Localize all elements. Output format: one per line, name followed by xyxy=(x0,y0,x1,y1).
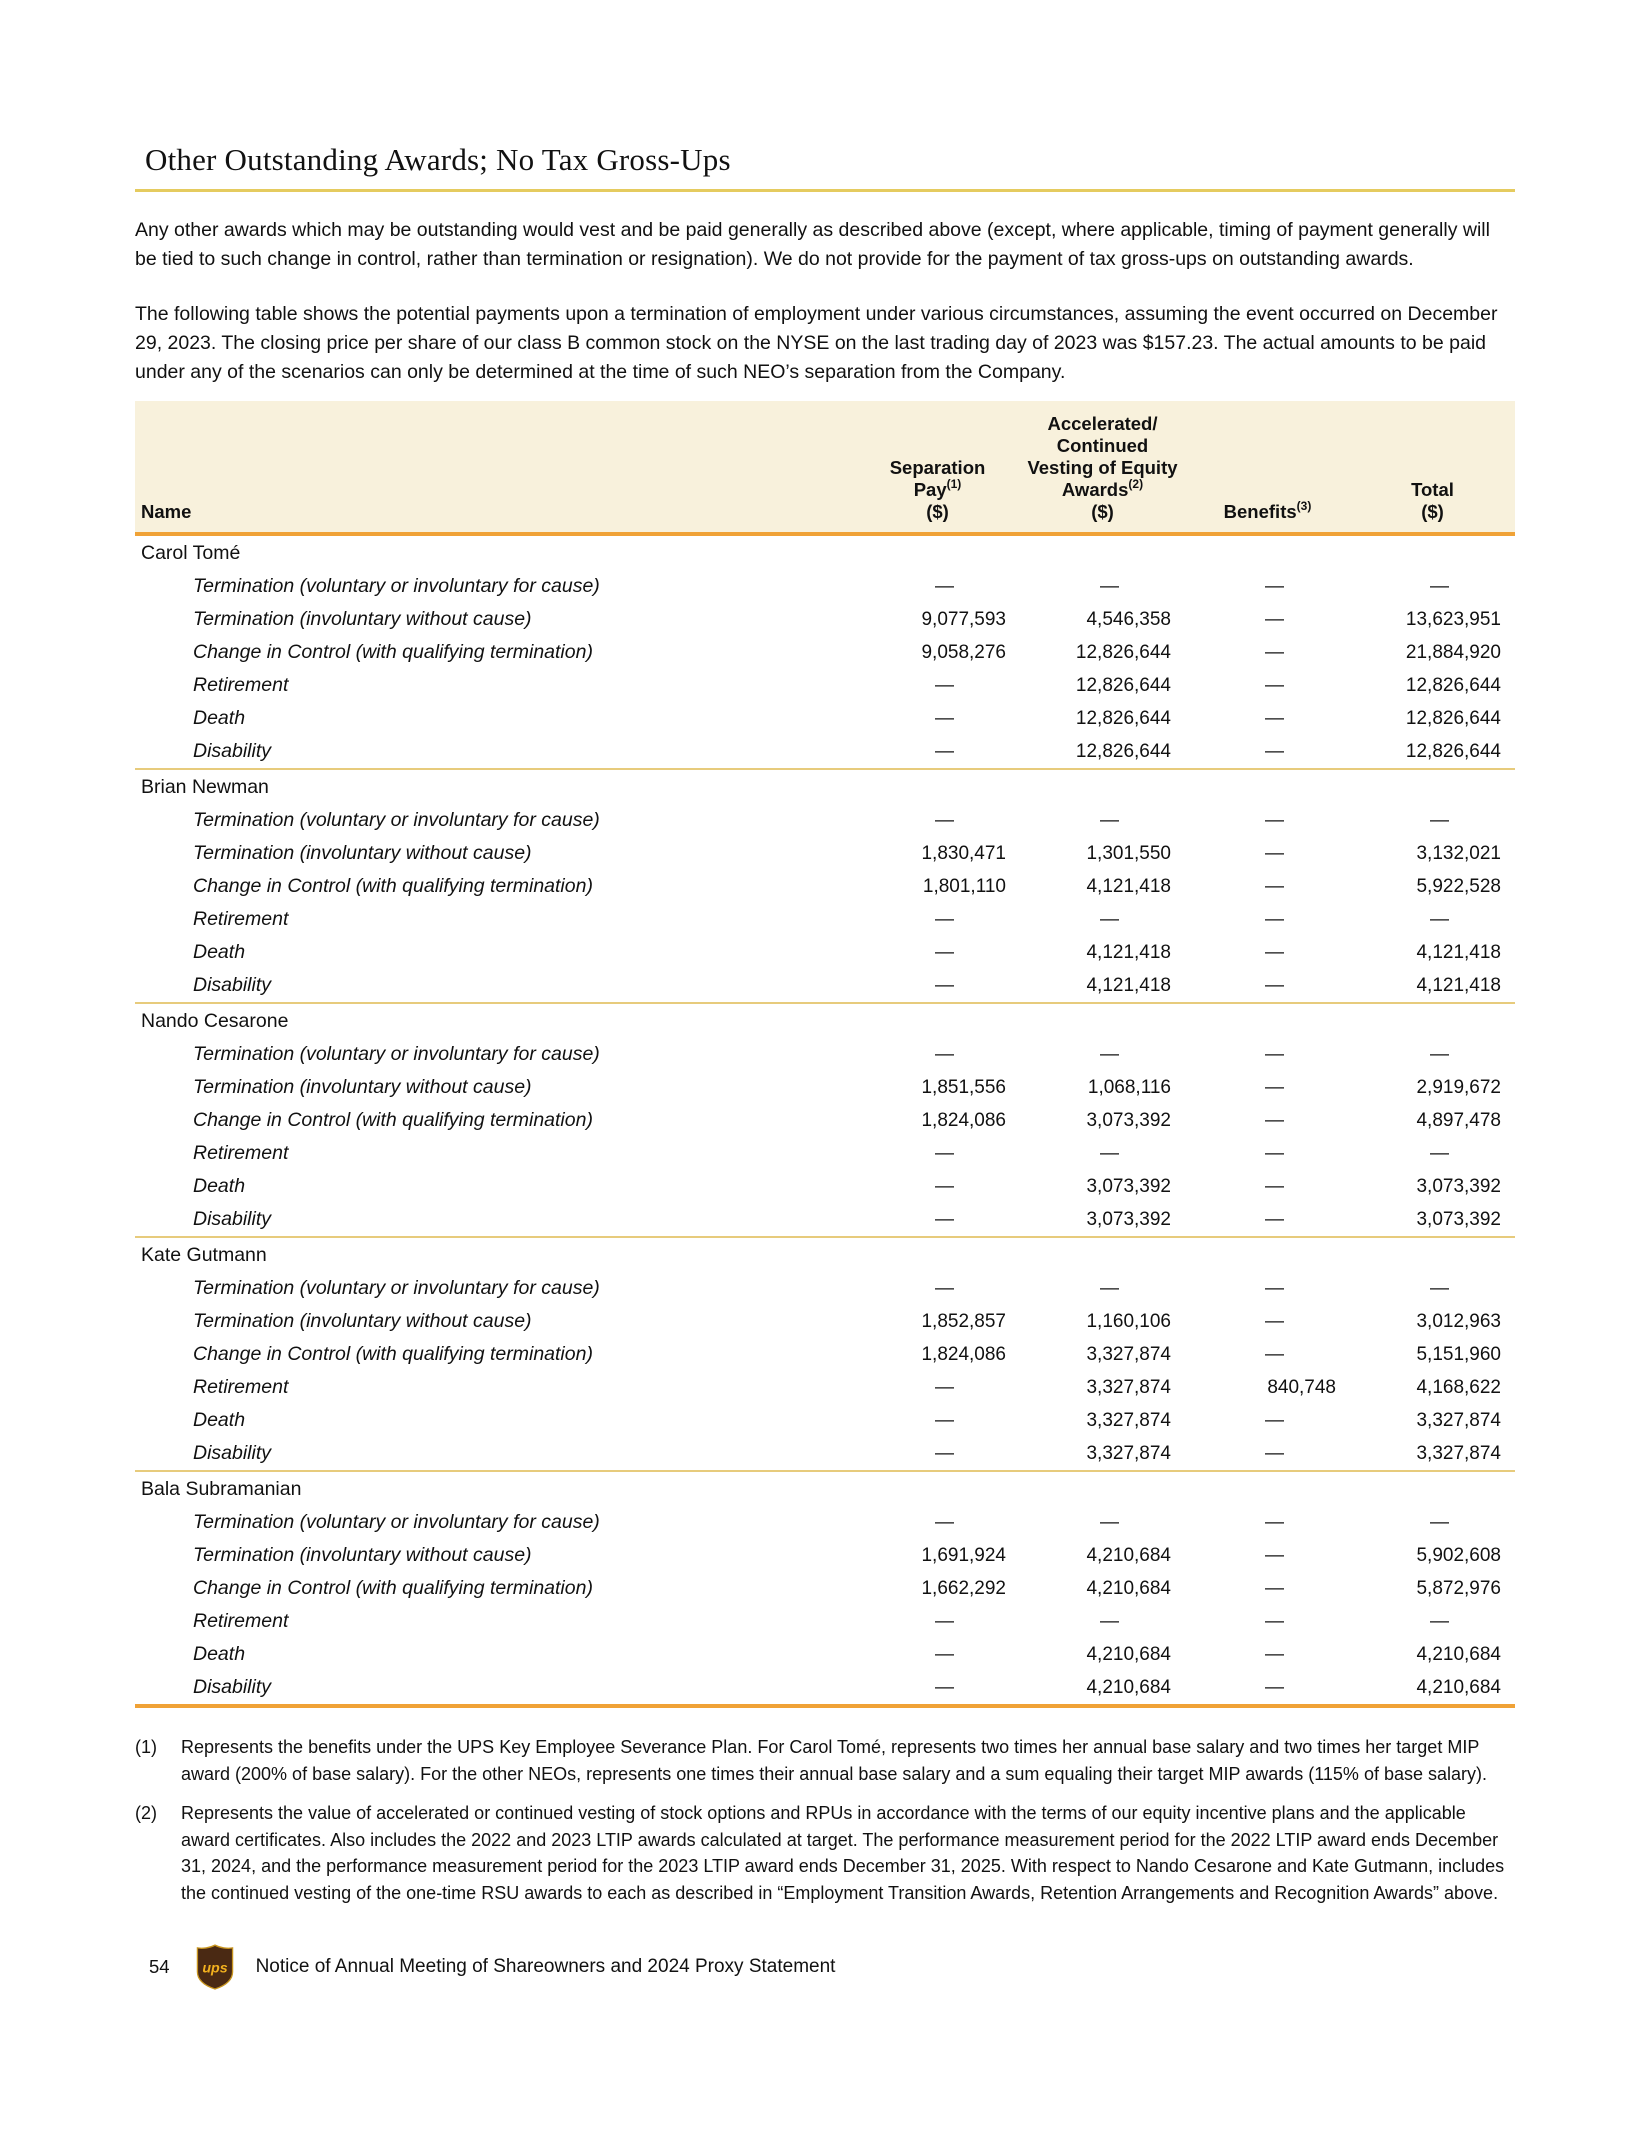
scenario-label: Termination (voluntary or involuntary for cause) xyxy=(193,809,600,831)
value-cell: — xyxy=(1100,575,1119,597)
value-cell: 3,327,874 xyxy=(1086,1376,1171,1398)
value-cell: — xyxy=(1265,641,1284,663)
scenario-row xyxy=(135,1203,1515,1236)
value-cell: — xyxy=(935,1643,954,1665)
scenario-label: Disability xyxy=(193,1442,272,1464)
value-cell: — xyxy=(1430,1142,1449,1164)
scenario-label: Termination (involuntary without cause) xyxy=(193,608,532,630)
value-cell: 3,073,392 xyxy=(1416,1175,1501,1197)
scenario-row xyxy=(135,1506,1515,1539)
scenario-row xyxy=(135,1071,1515,1104)
value-cell: 4,121,418 xyxy=(1086,875,1171,897)
value-cell: — xyxy=(1430,1610,1449,1632)
value-cell: — xyxy=(1265,1442,1284,1464)
neo-name-row xyxy=(135,1238,1515,1272)
scenario-label: Change in Control (with qualifying termination) xyxy=(193,1109,593,1131)
value-cell: — xyxy=(1265,1577,1284,1599)
value-cell: — xyxy=(1265,1610,1284,1632)
scenario-label: Death xyxy=(193,941,246,963)
value-cell: 1,691,924 xyxy=(921,1544,1006,1566)
column-header-total xyxy=(1350,479,1515,523)
ups-logo-icon xyxy=(196,1944,234,1990)
value-cell: — xyxy=(1430,1043,1449,1065)
footnote-text: Represents the value of accelerated or continued vesting of stock options and RPUs in accordance with the terms of our equity incentive plans and the applicable award certificates. Also includes the 2022 and 2023 LTIP awards calculated at target. The performance measurement period for the 2022 LTIP award ends December 31, 2024, and the performance measurement period for the 2023 LTIP award ends December 31, 2025. With respect to Nando Cesarone and Kate Gutmann, includes the continued vesting of the one-time RSU awards to each as described in “Employment Transition Awards, Retention Arrangements and Recognition Awards” above. xyxy=(181,1803,1505,1903)
value-cell: 4,897,478 xyxy=(1416,1109,1501,1131)
value-cell: 4,121,418 xyxy=(1086,941,1171,963)
scenario-row xyxy=(135,969,1515,1002)
value-cell: 1,851,556 xyxy=(921,1076,1006,1098)
scenario-label: Disability xyxy=(193,740,272,762)
footnote-text: Represents the benefits under the UPS Key Employee Severance Plan. For Carol Tomé, represents two times her annual base salary and two times her target MIP award (200% of base salary). For the other NEOs, represents one times their annual base salary and a sum equaling their target MIP awards (115% of base salary). xyxy=(181,1737,1487,1784)
intro-paragraph-1: Any other awards which may be outstanding would vest and be paid generally as described above (except, where applicable, timing of payment generally will be tied to such change in control, rather than termination or resignation). We do not provide for the payment of tax gross-ups on outstanding awards. xyxy=(135,219,1490,270)
table-header-row xyxy=(135,401,1515,536)
value-cell: — xyxy=(935,941,954,963)
value-cell: 9,077,593 xyxy=(921,608,1006,630)
page-title: Other Outstanding Awards; No Tax Gross-Ups xyxy=(145,142,731,177)
column-header-benefits xyxy=(1185,498,1350,523)
scenario-row xyxy=(135,1305,1515,1338)
scenario-label: Termination (involuntary without cause) xyxy=(193,1076,532,1098)
value-cell: — xyxy=(1265,1076,1284,1098)
page-footer xyxy=(149,1944,1515,1990)
value-cell: — xyxy=(1265,1544,1284,1566)
value-cell: 4,210,684 xyxy=(1416,1676,1501,1698)
footer-text: Notice of Annual Meeting of Shareowners and 2024 Proxy Statement xyxy=(255,1956,836,1977)
value-cell: — xyxy=(1265,1175,1284,1197)
footnote-ref-3: (3) xyxy=(1296,498,1312,513)
value-cell: 4,121,418 xyxy=(1416,941,1501,963)
value-cell: 5,902,608 xyxy=(1416,1544,1501,1566)
value-cell: — xyxy=(1265,1142,1284,1164)
value-cell: — xyxy=(1100,1043,1119,1065)
footnote xyxy=(135,1734,1515,1787)
scenario-row xyxy=(135,669,1515,702)
value-cell: — xyxy=(1265,875,1284,897)
value-cell: — xyxy=(1100,908,1119,930)
value-cell: 3,073,392 xyxy=(1086,1208,1171,1230)
value-cell: 5,151,960 xyxy=(1416,1343,1501,1365)
scenario-label: Termination (voluntary or involuntary for cause) xyxy=(193,575,600,597)
value-cell: 3,327,874 xyxy=(1416,1409,1501,1431)
scenario-label: Termination (voluntary or involuntary for cause) xyxy=(193,1511,600,1533)
value-cell: 4,121,418 xyxy=(1416,974,1501,996)
value-cell: 1,160,106 xyxy=(1086,1310,1171,1332)
value-cell: 4,210,684 xyxy=(1416,1643,1501,1665)
scenario-row xyxy=(135,1272,1515,1305)
value-cell: — xyxy=(935,1409,954,1431)
scenario-row xyxy=(135,1404,1515,1437)
neo-section xyxy=(135,1238,1515,1472)
scenario-row xyxy=(135,570,1515,603)
footnote-ref-2: (2) xyxy=(1128,476,1144,491)
title-underline xyxy=(135,189,1515,192)
scenario-row xyxy=(135,735,1515,768)
value-cell: — xyxy=(1100,1277,1119,1299)
scenario-label: Death xyxy=(193,1643,246,1665)
neo-name: Kate Gutmann xyxy=(141,1243,267,1266)
value-cell: — xyxy=(1265,1109,1284,1131)
header-unit: ($) xyxy=(1421,501,1444,522)
value-cell: 1,068,116 xyxy=(1087,1076,1171,1098)
header-line-text: Benefits xyxy=(1223,501,1297,522)
value-cell: — xyxy=(935,1676,954,1698)
value-cell: — xyxy=(1100,809,1119,831)
header-line-text: Awards xyxy=(1061,479,1129,500)
value-cell: — xyxy=(935,1511,954,1533)
neo-name-row xyxy=(135,1472,1515,1506)
footnote-marker: (1) xyxy=(135,1737,157,1757)
scenario-label: Retirement xyxy=(193,674,289,696)
scenario-label: Death xyxy=(193,707,246,729)
scenario-row xyxy=(135,702,1515,735)
value-cell: — xyxy=(935,1043,954,1065)
value-cell: 12,826,644 xyxy=(1405,674,1501,696)
value-cell: — xyxy=(935,575,954,597)
value-cell: — xyxy=(1265,1310,1284,1332)
scenario-label: Disability xyxy=(193,1208,272,1230)
value-cell: — xyxy=(1265,575,1284,597)
value-cell: 3,012,963 xyxy=(1416,1310,1501,1332)
scenario-label: Termination (voluntary or involuntary for cause) xyxy=(193,1043,600,1065)
value-cell: — xyxy=(1265,941,1284,963)
value-cell: 5,922,528 xyxy=(1416,875,1501,897)
value-cell: — xyxy=(1100,1610,1119,1632)
value-cell: 1,824,086 xyxy=(921,1109,1006,1131)
value-cell: 1,662,292 xyxy=(921,1577,1006,1599)
neo-section xyxy=(135,1472,1515,1708)
value-cell: 12,826,644 xyxy=(1075,674,1171,696)
footnote-marker: (2) xyxy=(135,1803,157,1823)
scenario-row xyxy=(135,1539,1515,1572)
value-cell: — xyxy=(1430,1511,1449,1533)
scenario-label: Disability xyxy=(193,974,272,996)
page-content xyxy=(135,0,1515,1990)
value-cell: — xyxy=(935,974,954,996)
scenario-row xyxy=(135,870,1515,903)
value-cell: 2,919,672 xyxy=(1416,1076,1501,1098)
value-cell: 12,826,644 xyxy=(1075,641,1171,663)
value-cell: 5,872,976 xyxy=(1416,1577,1501,1599)
footnote-ref-1: (1) xyxy=(946,476,962,491)
scenario-row xyxy=(135,903,1515,936)
value-cell: 12,826,644 xyxy=(1075,740,1171,762)
value-cell: — xyxy=(1265,809,1284,831)
value-cell: — xyxy=(1265,1511,1284,1533)
value-cell: — xyxy=(935,809,954,831)
value-cell: 4,210,684 xyxy=(1086,1676,1171,1698)
value-cell: — xyxy=(1430,1277,1449,1299)
value-cell: — xyxy=(935,1277,954,1299)
header-line xyxy=(913,476,962,501)
value-cell: — xyxy=(935,908,954,930)
value-cell: 3,132,021 xyxy=(1416,842,1501,864)
column-header-separation-pay xyxy=(855,457,1020,523)
value-cell: — xyxy=(1265,740,1284,762)
scenario-row xyxy=(135,1137,1515,1170)
intro-paragraph-2: The following table shows the potential payments upon a termination of employment under various circumstances, assuming the event occurred on December 29, 2023. The closing price per share of our class B common stock on the NYSE on the last trading day of 2023 was $157.23. The actual amounts to be paid under any of the scenarios can only be determined at the time of such NEO’s separation from the Company. xyxy=(135,303,1498,383)
value-cell: 4,210,684 xyxy=(1086,1577,1171,1599)
value-cell: 4,546,358 xyxy=(1086,608,1171,630)
value-cell: 3,327,874 xyxy=(1086,1343,1171,1365)
value-cell: 1,830,471 xyxy=(921,842,1006,864)
value-cell: — xyxy=(935,740,954,762)
value-cell: 4,121,418 xyxy=(1086,974,1171,996)
scenario-row xyxy=(135,1170,1515,1203)
scenario-row xyxy=(135,603,1515,636)
scenario-row xyxy=(135,1038,1515,1071)
header-unit: ($) xyxy=(1091,501,1114,522)
value-cell: — xyxy=(935,1442,954,1464)
value-cell: 12,826,644 xyxy=(1075,707,1171,729)
column-header-name: Name xyxy=(141,501,192,522)
scenario-label: Retirement xyxy=(193,1376,289,1398)
header-line: Accelerated/ xyxy=(1047,413,1158,434)
value-cell: 1,824,086 xyxy=(921,1343,1006,1365)
value-cell: — xyxy=(1430,575,1449,597)
value-cell: 21,884,920 xyxy=(1405,641,1501,663)
scenario-row xyxy=(135,837,1515,870)
value-cell: — xyxy=(1430,809,1449,831)
value-cell: — xyxy=(1265,1643,1284,1665)
header-line xyxy=(1061,476,1144,501)
value-cell: 4,168,622 xyxy=(1416,1376,1501,1398)
value-cell: 1,801,110 xyxy=(922,875,1006,897)
footnote xyxy=(135,1800,1515,1906)
neo-section xyxy=(135,1004,1515,1238)
potential-payments-table xyxy=(135,401,1515,1708)
value-cell: 3,327,874 xyxy=(1086,1442,1171,1464)
value-cell: — xyxy=(1265,1343,1284,1365)
value-cell: 4,210,684 xyxy=(1086,1643,1171,1665)
value-cell: 3,073,392 xyxy=(1086,1175,1171,1197)
scenario-label: Change in Control (with qualifying termination) xyxy=(193,875,593,897)
column-header-equity-awards xyxy=(1020,413,1185,523)
scenario-row xyxy=(135,1671,1515,1704)
scenario-label: Retirement xyxy=(193,908,289,930)
value-cell: — xyxy=(1265,674,1284,696)
page-number: 54 xyxy=(149,1956,170,1977)
value-cell: 9,058,276 xyxy=(921,641,1006,663)
scenario-row xyxy=(135,1605,1515,1638)
value-cell: 1,852,857 xyxy=(921,1310,1006,1332)
scenario-row xyxy=(135,804,1515,837)
neo-name-row xyxy=(135,770,1515,804)
scenario-label: Termination (voluntary or involuntary for cause) xyxy=(193,1277,600,1299)
value-cell: — xyxy=(935,1142,954,1164)
value-cell: — xyxy=(935,707,954,729)
value-cell: — xyxy=(935,1610,954,1632)
value-cell: — xyxy=(935,1376,954,1398)
value-cell: 12,826,644 xyxy=(1405,707,1501,729)
scenario-row xyxy=(135,1572,1515,1605)
neo-name-row xyxy=(135,536,1515,570)
value-cell: 13,623,951 xyxy=(1405,608,1501,630)
scenario-label: Change in Control (with qualifying termination) xyxy=(193,1343,593,1365)
value-cell: 3,327,874 xyxy=(1416,1442,1501,1464)
scenario-row xyxy=(135,1104,1515,1137)
neo-name: Carol Tomé xyxy=(141,541,241,564)
value-cell: — xyxy=(1100,1511,1119,1533)
scenario-row xyxy=(135,636,1515,669)
scenario-label: Retirement xyxy=(193,1142,289,1164)
value-cell: — xyxy=(1265,1409,1284,1431)
neo-name: Brian Newman xyxy=(141,775,269,798)
header-line: Continued xyxy=(1056,435,1149,456)
scenario-row xyxy=(135,1437,1515,1470)
table-body xyxy=(135,536,1515,1708)
value-cell: — xyxy=(1430,908,1449,930)
value-cell: — xyxy=(935,674,954,696)
value-cell: — xyxy=(1265,842,1284,864)
scenario-label: Death xyxy=(193,1175,246,1197)
value-cell: — xyxy=(1265,908,1284,930)
scenario-label: Termination (involuntary without cause) xyxy=(193,1310,532,1332)
header-line-text: Pay xyxy=(913,479,947,500)
value-cell: 1,301,550 xyxy=(1086,842,1171,864)
value-cell: 3,073,392 xyxy=(1086,1109,1171,1131)
scenario-label: Disability xyxy=(193,1676,272,1698)
value-cell: 3,327,874 xyxy=(1086,1409,1171,1431)
value-cell: 12,826,644 xyxy=(1405,740,1501,762)
neo-name-row xyxy=(135,1004,1515,1038)
scenario-label: Termination (involuntary without cause) xyxy=(193,842,532,864)
scenario-label: Termination (involuntary without cause) xyxy=(193,1544,532,1566)
value-cell: — xyxy=(1100,1142,1119,1164)
header-unit: ($) xyxy=(926,501,949,522)
value-cell: 3,073,392 xyxy=(1416,1208,1501,1230)
value-cell: — xyxy=(1265,974,1284,996)
value-cell: — xyxy=(935,1208,954,1230)
header-line: Separation xyxy=(889,457,986,478)
value-cell: 840,748 xyxy=(1267,1376,1336,1398)
scenario-row xyxy=(135,936,1515,969)
ups-logo-letters: ups xyxy=(201,1960,228,1977)
scenario-row xyxy=(135,1338,1515,1371)
neo-name: Nando Cesarone xyxy=(141,1009,289,1032)
header-line: Vesting of Equity xyxy=(1027,457,1178,478)
scenario-row xyxy=(135,1638,1515,1671)
neo-section xyxy=(135,536,1515,770)
scenario-label: Retirement xyxy=(193,1610,289,1632)
footnotes xyxy=(135,1734,1515,1906)
scenario-label: Change in Control (with qualifying termination) xyxy=(193,641,593,663)
scenario-label: Change in Control (with qualifying termination) xyxy=(193,1577,593,1599)
header-line xyxy=(1223,498,1312,523)
header-line: Total xyxy=(1411,479,1454,500)
value-cell: — xyxy=(1265,1208,1284,1230)
neo-section xyxy=(135,770,1515,1004)
scenario-label: Death xyxy=(193,1409,246,1431)
value-cell: — xyxy=(1265,1043,1284,1065)
value-cell: — xyxy=(1265,1676,1284,1698)
value-cell: — xyxy=(1265,608,1284,630)
value-cell: — xyxy=(935,1175,954,1197)
neo-name: Bala Subramanian xyxy=(141,1477,302,1500)
value-cell: — xyxy=(1265,707,1284,729)
value-cell: — xyxy=(1265,1277,1284,1299)
value-cell: 4,210,684 xyxy=(1086,1544,1171,1566)
scenario-row xyxy=(135,1371,1515,1404)
